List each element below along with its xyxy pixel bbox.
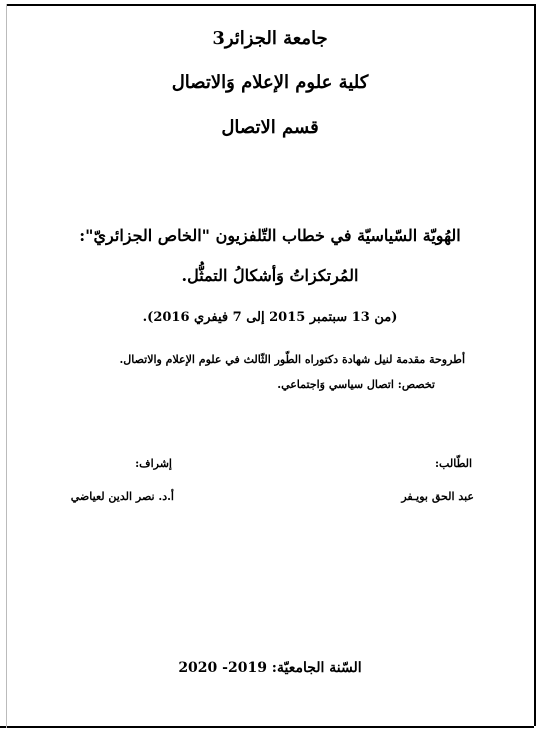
student-name: عبد الحق بويـفر <box>401 490 474 503</box>
academic-year: السّنة الجامعيّة: 2019- 2020 <box>178 660 362 676</box>
supervisor-name: أ.د. نصر الدين لعياضي <box>70 490 174 503</box>
supervisor-label: إشراف: <box>135 457 172 470</box>
university-name: جامعة الجزائر3 <box>212 28 328 49</box>
thesis-title-line2: المُرتكزاتُ وَأشكالُ التمثُّل. <box>181 266 359 285</box>
faculty-name: كلية علوم الإعلام وَالاتصال <box>171 72 369 93</box>
thesis-description: أطروحة مقدمة لنيل شهادة دكتوراه الطّور الثّالث في علوم الإعلام والاتصال. <box>119 353 465 366</box>
page-border-right <box>534 4 536 726</box>
specialization: تخصص: اتصال سياسي وَاجتماعي. <box>277 378 435 391</box>
study-period: (من 13 سبتمبر 2015 إلى 7 فيفري 2016). <box>142 310 398 325</box>
page-border-top <box>6 4 534 6</box>
department-name: قسم الاتصال <box>221 117 319 138</box>
student-label: الطّالب: <box>435 457 472 470</box>
page-border-bottom <box>0 726 534 728</box>
page-border-left <box>6 4 7 728</box>
thesis-title-line1: الهُويّة السّياسيّة في خطاب التّلفزيون "الخاص الجزائريّ": <box>79 226 461 245</box>
